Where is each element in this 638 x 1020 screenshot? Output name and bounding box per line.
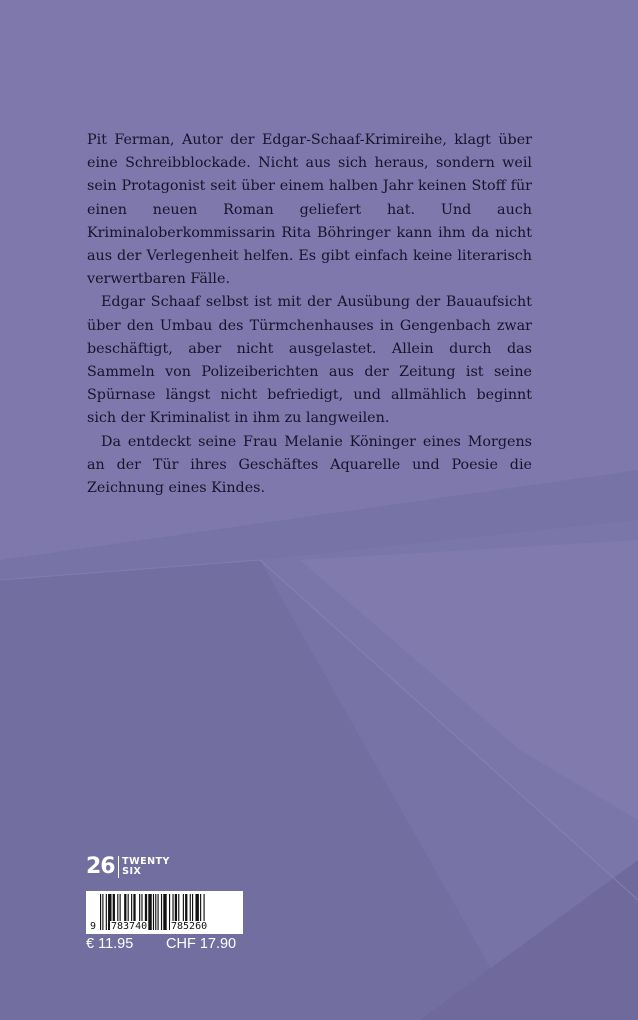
isbn-digits-left: 783740 <box>111 921 148 932</box>
isbn-barcode <box>86 891 243 934</box>
publisher-logo-word-top: TWENTY <box>122 856 170 867</box>
publisher-logo-number: 26 <box>86 854 115 879</box>
publisher-logo-words <box>122 857 170 877</box>
blurb-paragraph-2: Edgar Schaaf selbst ist mit der Ausübung der Bauaufsicht über den Umbau des Türmchenhauses in Gengenbach zwar beschäftigt, aber nicht ausgelastet. Allein durch das Sammeln von Polizeiberichten aus der Zeitung ist seine Spürnase längst nicht befriedigt, und allmählich beginnt sich der Kriminalist in ihm zu langweilen. <box>87 294 532 427</box>
blurb-paragraph-1: Pit Ferman, Autor der Edgar-Schaaf-Krimireihe, klagt über eine Schreibblockade. Nicht aus sich heraus, sondern weil sein Protagonist seit über einem halben Jahr keinen Stoff für einen neuen Roman geliefert hat. Und auch Kriminaloberkommissarin Rita Böhringer kann ihm da nicht aus der Verlegenheit helfen. Es gibt einfach keine literarisch verwertbaren Fälle. <box>87 132 532 288</box>
back-cover-blurb <box>87 129 532 500</box>
blurb-paragraph-3: Da entdeckt seine Frau Melanie Köninger eines Morgens an der Tür ihres Geschäftes Aquarelle und Poesie die Zeichnung eines Kindes. <box>87 433 532 497</box>
publisher-logo-divider <box>118 856 120 878</box>
price-chf: CHF 17.90 <box>166 936 237 952</box>
publisher-logo-word-bottom: SIX <box>122 866 142 877</box>
isbn-digits-right: 785260 <box>171 921 208 932</box>
isbn-digits <box>86 921 243 933</box>
isbn-digit-first: 9 <box>90 921 97 932</box>
price-eur: € 11.95 <box>86 936 134 952</box>
publisher-logo <box>86 853 170 881</box>
